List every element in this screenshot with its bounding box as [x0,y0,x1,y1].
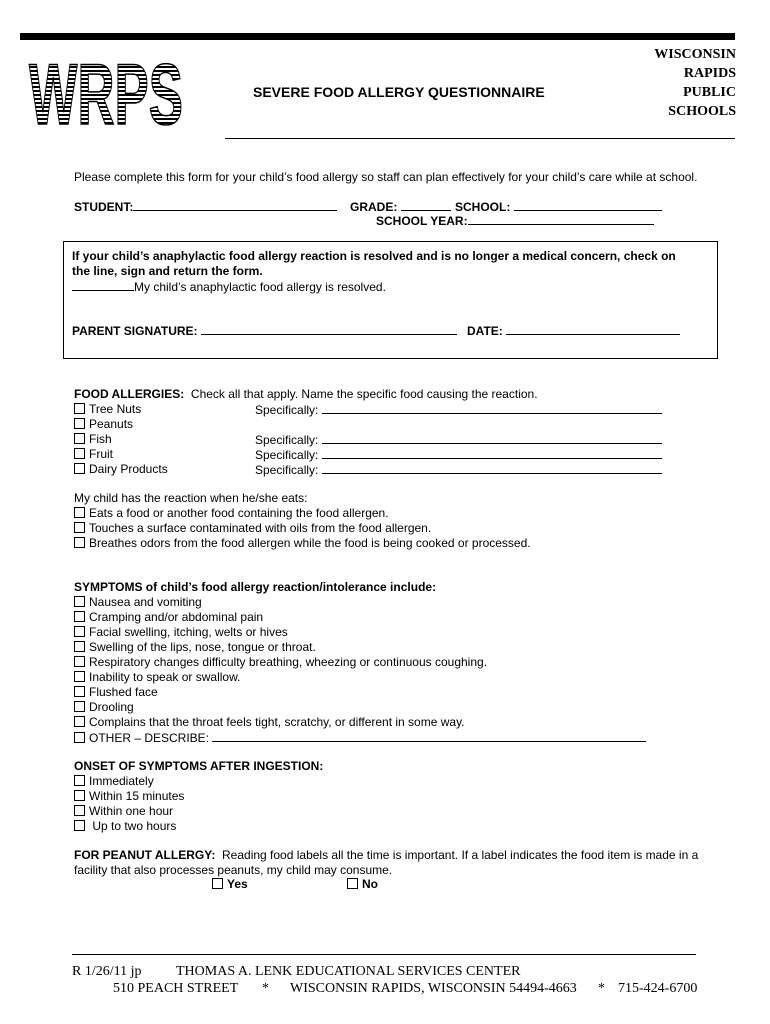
allergy-label: Fruit [89,447,113,461]
no-option [347,877,378,891]
school-field[interactable] [514,199,662,211]
symptom-item [74,685,158,699]
symptom-checkbox[interactable] [74,626,85,637]
specifically-field[interactable] [322,447,662,459]
symptom-label: Swelling of the lips, nose, tongue or throat. [89,640,316,654]
district-name [610,45,736,121]
street-address: 510 PEACH STREET [113,981,239,996]
reaction-label: Breathes odors from the food allergen while the food is being cooked or processed. [89,536,531,550]
onset-label: Within 15 minutes [89,789,185,803]
school-year-row [376,213,654,229]
specifically-label: Specifically: [255,433,319,447]
fish-checkbox[interactable] [74,433,85,444]
onset-checkbox[interactable] [74,790,85,801]
reaction-label: Eats a food or another food containing the food allergen. [89,506,389,520]
onset-item [74,819,176,833]
resolved-check-line[interactable] [72,279,134,291]
symptom-item [74,730,646,745]
grade-label: GRADE: [350,200,398,214]
yes-label: Yes [227,877,248,891]
symptom-checkbox[interactable] [74,671,85,682]
no-checkbox[interactable] [347,878,358,889]
fruit-checkbox[interactable] [74,448,85,459]
symptoms-heading: SYMPTOMS of child’s food allergy reaction/intolerance include: [74,580,437,594]
student-label: STUDENT: [74,200,134,214]
specifically-row [255,462,662,477]
parent-signature-label: PARENT SIGNATURE: [72,324,198,338]
allergy-item [74,432,112,446]
other-describe-field[interactable] [212,730,646,742]
peanut-line-1 [74,848,698,862]
footer-rule [72,954,696,955]
peanut-text-2: facility that also processes peanuts, my child may consume. [74,863,393,877]
school-year-label: SCHOOL YEAR: [376,214,468,228]
specifically-row [255,432,662,447]
page-title: SEVERE FOOD ALLERGY QUESTIONNAIRE [253,84,545,100]
symptom-checkbox[interactable] [74,596,85,607]
allergy-item [74,402,141,416]
revision-code: R 1/26/11 jp [72,964,142,979]
specifically-row [255,402,662,417]
symptom-item [74,700,134,714]
peanut-text-1: Reading food labels all the time is important. If a label indicates the food item is made in a [222,848,699,862]
yes-option [212,877,248,891]
resolved-instruction-1: If your child’s anaphylactic food allergy reaction is resolved and is no longer a medical concern, check on [72,249,676,263]
phone-number: 715-424-6700 [618,981,698,996]
district-line: RAPIDS [683,66,736,81]
header-rule [225,138,735,139]
symptom-checkbox[interactable] [74,641,85,652]
student-field[interactable] [133,199,337,211]
tree-nuts-checkbox[interactable] [74,403,85,414]
onset-checkbox[interactable] [74,775,85,786]
reaction-item [74,506,389,520]
onset-item [74,789,184,803]
specifically-field[interactable] [322,402,662,414]
reaction-item [74,521,431,535]
symptom-label: Cramping and/or abdominal pain [89,610,264,624]
allergy-label: Fish [89,432,112,446]
onset-checkbox[interactable] [74,805,85,816]
school-label: SCHOOL: [455,200,511,214]
onset-label: Immediately [89,774,154,788]
onset-item [74,804,173,818]
district-line: PUBLIC [683,85,736,100]
reaction-checkbox[interactable] [74,537,85,548]
parent-signature-field[interactable] [201,323,457,335]
symptom-label: Drooling [89,700,134,714]
symptom-item [74,625,288,639]
allergy-label: Dairy Products [89,462,168,476]
allergy-item [74,447,113,461]
food-allergies-heading [74,387,538,401]
symptom-item [74,640,316,654]
symptom-label: OTHER – DESCRIBE: [89,731,210,745]
onset-checkbox[interactable] [74,820,85,831]
onset-label: Within one hour [89,804,174,818]
wrps-logo [27,46,187,143]
district-line: WISCONSIN [654,47,736,62]
symptom-label: Flushed face [89,685,158,699]
symptom-other-checkbox[interactable] [74,732,85,743]
symptom-label: Facial swelling, itching, welts or hives [89,625,288,639]
symptom-item [74,715,465,729]
symptom-checkbox[interactable] [74,701,85,712]
specifically-row [255,447,662,462]
food-allergies-instruction: Check all that apply. Name the specific food causing the reaction. [190,387,538,401]
date-label: DATE: [467,324,503,338]
reaction-heading: My child has the reaction when he/she eats: [74,491,308,505]
reaction-checkbox[interactable] [74,507,85,518]
symptom-checkbox[interactable] [74,656,85,667]
intro-text: Please complete this form for your child’s food allergy so staff can plan effectively for your child’s care while at school. [74,170,698,184]
onset-label: Up to two hours [89,819,177,833]
logo-text: WRPS [29,47,183,143]
symptom-label: Inability to speak or swallow. [89,670,241,684]
no-label: No [362,877,378,891]
resolved-instruction-2: the line, sign and return the form. [72,264,263,278]
symptom-checkbox[interactable] [74,611,85,622]
allergy-item [74,417,133,431]
top-rule [20,33,735,40]
resolved-text: My child’s anaphylactic food allergy is resolved. [134,280,386,294]
symptom-label: Respiratory changes difficulty breathing, wheezing or continuous coughing. [89,655,488,669]
center-name: THOMAS A. LENK EDUCATIONAL SERVICES CENTER [176,964,521,979]
symptom-item [74,595,202,609]
district-line: SCHOOLS [668,104,736,119]
date-row [467,323,680,339]
reaction-checkbox[interactable] [74,522,85,533]
peanut-heading: FOR PEANUT ALLERGY: [74,848,216,862]
resolved-row [72,279,386,295]
student-row [74,199,337,215]
specifically-label: Specifically: [255,463,319,477]
allergy-label: Tree Nuts [89,402,142,416]
reaction-label: Touches a surface contaminated with oils from the food allergen. [89,521,432,535]
onset-item [74,774,154,788]
specifically-field[interactable] [322,462,662,474]
symptom-label: Nausea and vomiting [89,595,202,609]
symptom-checkbox[interactable] [74,686,85,697]
grade-field[interactable] [401,199,451,211]
dairy-checkbox[interactable] [74,463,85,474]
allergy-label: Peanuts [89,417,134,431]
specifically-label: Specifically: [255,403,319,417]
separator: * [598,981,605,996]
symptom-item [74,610,263,624]
specifically-field[interactable] [322,432,662,444]
parent-signature-row [72,323,457,339]
specifically-label: Specifically: [255,448,319,462]
reaction-item [74,536,531,550]
date-field[interactable] [506,323,680,335]
symptom-item [74,670,240,684]
allergy-item [74,462,168,476]
food-allergies-label: FOOD ALLERGIES: [74,387,185,401]
yes-checkbox[interactable] [212,878,223,889]
symptom-label: Complains that the throat feels tight, scratchy, or different in some way. [89,715,465,729]
symptom-checkbox[interactable] [74,716,85,727]
city-address: WISCONSIN RAPIDS, WISCONSIN 54494-4663 [290,981,577,996]
peanuts-checkbox[interactable] [74,418,85,429]
separator: * [262,981,269,996]
school-year-field[interactable] [468,213,654,225]
onset-heading: ONSET OF SYMPTOMS AFTER INGESTION: [74,759,324,773]
symptom-item [74,655,487,669]
